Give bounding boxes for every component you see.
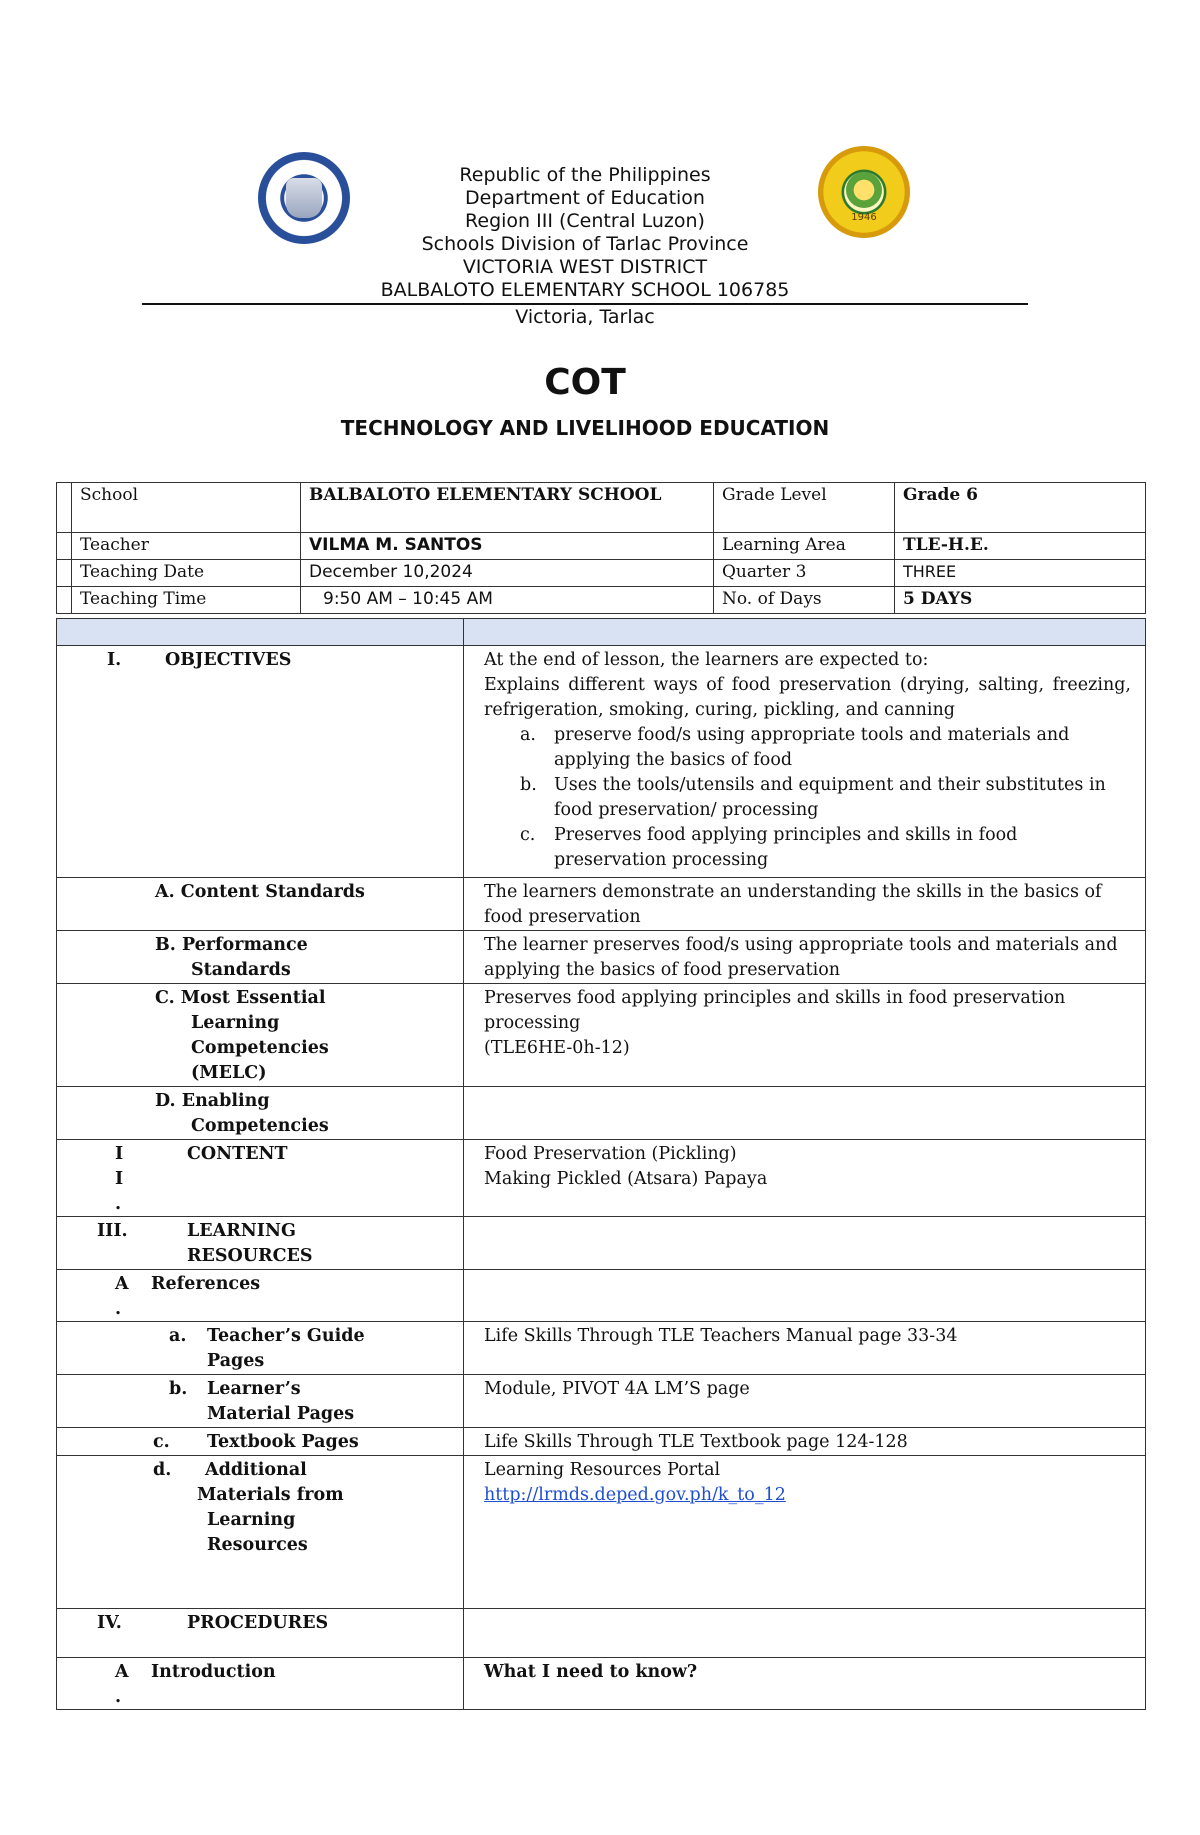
textbook-mark: c. [153,1432,170,1452]
enabling-label-2: Competencies [191,1116,329,1136]
procedures-value [464,1609,1146,1658]
teacher-label: Teacher [72,533,301,560]
objective-item [520,773,1131,823]
content-row [57,1140,1146,1217]
additional-label-3: Learning [207,1510,296,1530]
teachers-guide-row [57,1322,1146,1375]
area-label: Learning Area [714,533,895,560]
content-value-2: Making Pickled (Atsara) Papaya [484,1169,768,1189]
teachers-guide-mark: a. [169,1326,187,1346]
additional-label-1: Additional [205,1460,307,1480]
teachers-guide-label-1: Teacher’s Guide [207,1326,365,1346]
references-mark-dot: . [115,1299,122,1319]
references-label: References [151,1274,261,1294]
header-region: Region III (Central Luzon) [465,210,705,232]
procedures-label: PROCEDURES [187,1613,329,1633]
school-seal-year: 1946 [851,212,877,223]
enabling-label-1: D. Enabling [155,1091,270,1111]
learners-material-label-2: Material Pages [207,1404,355,1424]
quarter-value: THREE [895,560,1146,587]
objectives-row [57,646,1146,878]
content-num-2: I [115,1169,124,1189]
objectives-value-cell [464,646,1146,878]
page-subtitle: TECHNOLOGY AND LIVELIHOOD EDUCATION [340,416,830,440]
references-value [464,1270,1146,1322]
school-value: BALBALOTO ELEMENTARY SCHOOL [301,483,714,533]
shaded-header-row [57,619,1146,646]
melc-label-2: Learning [191,1013,280,1033]
textbook-label: Textbook Pages [207,1432,359,1452]
references-row [57,1270,1146,1322]
content-num-1: I [115,1144,124,1164]
grade-value: Grade 6 [895,483,1146,533]
references-mark-letter: A [115,1274,129,1294]
introduction-mark-letter: A [115,1662,129,1682]
additional-label-cell [57,1456,464,1609]
melc-value-cell [464,984,1146,1087]
resources-label-2: RESOURCES [187,1246,313,1266]
references-label-cell [57,1270,464,1322]
content-standards-row [57,878,1146,931]
school-label: School [72,483,301,533]
resources-num: III. [97,1221,128,1241]
content-num-3: . [115,1194,122,1214]
learners-material-label-cell [57,1375,464,1428]
performance-value: The learner preserves food/s using appropriate tools and materials and applying the basics of food preservation [464,931,1146,984]
days-value: 5 DAYS [895,587,1146,614]
info-edge-cell [57,587,72,614]
lesson-plan-table [56,618,1146,1710]
time-label: Teaching Time [72,587,301,614]
resources-label-1: LEARNING [187,1221,296,1241]
additional-label-4: Resources [207,1535,308,1555]
content-standards-label: A. Content Standards [57,878,464,931]
objective-item [520,823,1131,873]
learners-material-row [57,1375,1146,1428]
additional-label-2: Materials from [197,1485,344,1505]
header-address: Victoria, Tarlac [515,306,655,328]
header-deped: Department of Education [465,187,705,209]
performance-label-2: Standards [191,960,291,980]
header-division: Schools Division of Tarlac Province [421,233,749,255]
teachers-guide-label-2: Pages [207,1351,265,1371]
date-value: December 10,2024 [301,560,714,587]
additional-row [57,1456,1146,1609]
objective-item-mark: a. [520,725,536,745]
resources-row [57,1217,1146,1270]
introduction-mark [115,1660,129,1710]
area-value: TLE-H.E. [895,533,1146,560]
header-divider [142,303,1028,305]
content-label: CONTENT [187,1144,288,1164]
additional-value: Learning Resources Portal [484,1460,721,1480]
objective-item-mark: b. [520,775,537,795]
content-value-cell [464,1140,1146,1217]
objectives-num: I. [107,650,122,670]
performance-row [57,931,1146,984]
date-label: Teaching Date [72,560,301,587]
procedures-row [57,1609,1146,1658]
objectives-label: OBJECTIVES [165,650,292,670]
info-table [56,482,1146,614]
enabling-label-cell [57,1087,464,1140]
objective-item-text: preserve food/s using appropriate tools and materials and applying the basics of food [554,725,1070,770]
days-label: No. of Days [714,587,895,614]
info-edge-cell [57,560,72,587]
additional-mark: d. [153,1460,172,1480]
melc-row [57,984,1146,1087]
objectives-label-cell [57,646,464,878]
teachers-guide-label-cell [57,1322,464,1375]
objectives-intro: At the end of lesson, the learners are expected to: [484,650,929,670]
info-edge-cell [57,533,72,560]
melc-value-2: (TLE6HE-0h-12) [484,1038,630,1058]
textbook-label-cell [57,1428,464,1456]
enabling-value [464,1087,1146,1140]
textbook-row [57,1428,1146,1456]
content-label-cell [57,1140,464,1217]
content-num [115,1142,127,1217]
objective-item [520,723,1131,773]
enabling-row [57,1087,1146,1140]
learners-material-mark: b. [169,1379,188,1399]
melc-label-3: Competencies [191,1038,329,1058]
lrmds-portal-link[interactable]: http://lrmds.deped.gov.ph/k_to_12 [484,1485,786,1505]
melc-label-4: (MELC) [191,1063,267,1083]
introduction-label: Introduction [151,1662,276,1682]
page-title: COT [544,362,626,403]
content-standards-value: The learners demonstrate an understanding the skills in the basics of food preservation [464,878,1146,931]
performance-label-1: B. Performance [155,935,308,955]
references-mark [115,1272,129,1322]
content-value-1: Food Preservation (Pickling) [484,1144,737,1164]
header-district: VICTORIA WEST DISTRICT [462,256,708,278]
introduction-label-cell [57,1658,464,1710]
objective-item-text: Uses the tools/utensils and equipment and their substitutes in food preservation/ processing [554,775,1106,820]
time-value: 9:50 AM – 10:45 AM [301,587,714,614]
textbook-value: Life Skills Through TLE Textbook page 124-128 [464,1428,1146,1456]
learners-material-label-1: Learner’s [207,1379,301,1399]
performance-label-cell [57,931,464,984]
introduction-value: What I need to know? [464,1658,1146,1710]
learners-material-value: Module, PIVOT 4A LM’S page [464,1375,1146,1428]
teacher-value: VILMA M. SANTOS [301,533,714,560]
resources-label-cell [57,1217,464,1270]
melc-label-cell [57,984,464,1087]
procedures-label-cell [57,1609,464,1658]
melc-value-1: Preserves food applying principles and skills in food preservation processing [484,988,1066,1033]
info-edge-cell [57,483,72,533]
resources-value [464,1217,1146,1270]
objectives-main: Explains different ways of food preservation (drying, salting, freezing, refrigeration, smoking, curing, pickling, and canning [484,675,1131,720]
introduction-row [57,1658,1146,1710]
header-republic: Republic of the Philippines [459,164,711,186]
quarter-label: Quarter 3 [714,560,895,587]
melc-label-1: C. Most Essential [155,988,326,1008]
procedures-num: IV. [97,1613,122,1633]
teachers-guide-value: Life Skills Through TLE Teachers Manual page 33-34 [464,1322,1146,1375]
introduction-mark-dot: . [115,1687,122,1707]
shaded-cell-right [464,619,1146,646]
objective-item-text: Preserves food applying principles and skills in food preservation processing [554,825,1018,870]
grade-label: Grade Level [714,483,895,533]
shaded-cell-left [57,619,464,646]
objectives-list [484,723,1131,873]
objective-item-mark: c. [520,825,536,845]
additional-value-cell [464,1456,1146,1609]
header-school: BALBALOTO ELEMENTARY SCHOOL 106785 [380,279,790,301]
